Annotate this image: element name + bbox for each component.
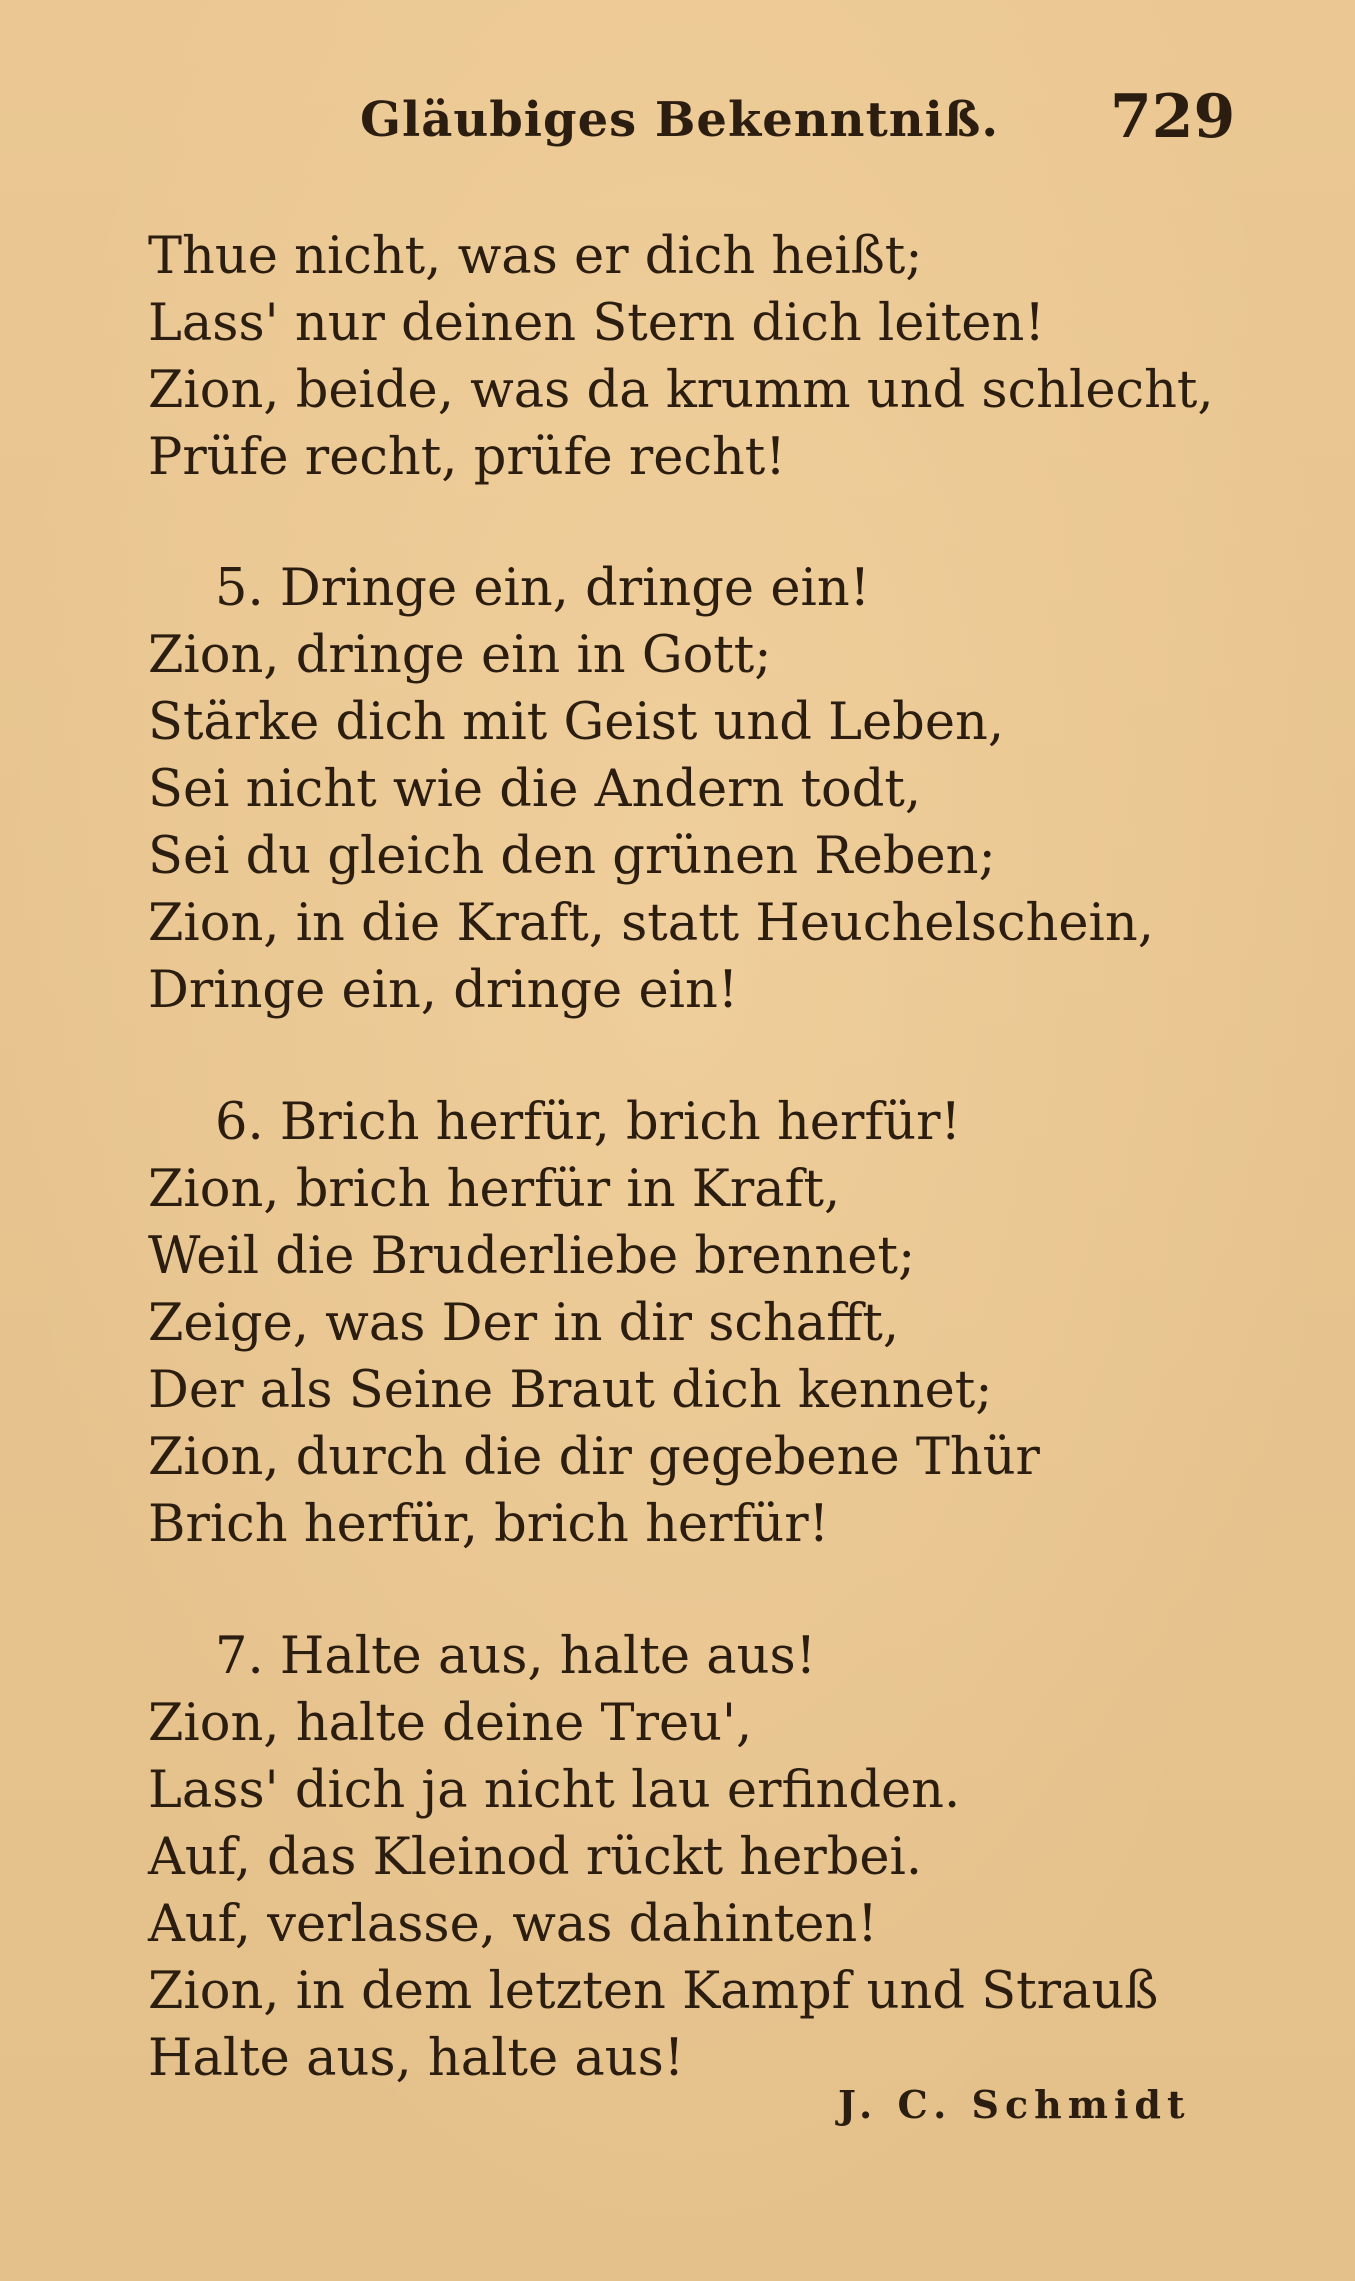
stanza-5-first-line: 5. Dringe ein, dringe ein! bbox=[215, 559, 871, 618]
verse-line: Der als Seine Braut dich kennet; bbox=[148, 1361, 993, 1420]
verse-line: Auf, verlasse, was dahinten! bbox=[148, 1895, 878, 1954]
verse-line: Zion, halte deine Treu', bbox=[148, 1694, 753, 1753]
verse-line: Halte aus, halte aus! bbox=[148, 2029, 685, 2088]
verse-line: Dringe ein, dringe ein! bbox=[148, 961, 739, 1020]
running-head: Gläubiges Bekenntniß. bbox=[360, 92, 1000, 148]
verse-line: Zeige, was Der in dir schafft, bbox=[148, 1294, 900, 1353]
author-signature: J. C. Schmidt bbox=[838, 2082, 1191, 2127]
verse-line: Lass' dich ja nicht lau erfinden. bbox=[148, 1761, 961, 1820]
verse-line: Auf, das Kleinod rückt herbei. bbox=[148, 1828, 923, 1887]
verse-line: Zion, dringe ein in Gott; bbox=[148, 626, 772, 685]
verse-line: Zion, in die Kraft, statt Heuchelschein, bbox=[148, 894, 1154, 953]
stanza-6-first-line: 6. Brich herfür, brich herfür! bbox=[215, 1093, 961, 1152]
verse-line: Sei nicht wie die Andern todt, bbox=[148, 760, 922, 819]
verse-line: Thue nicht, was er dich heißt; bbox=[148, 227, 923, 286]
verse-line: Zion, beide, was da krumm und schlecht, bbox=[148, 361, 1214, 420]
verse-line: Zion, brich herfür in Kraft, bbox=[148, 1160, 841, 1219]
verse-line: Sei du gleich den grünen Reben; bbox=[148, 827, 996, 886]
stanza-7-first-line: 7. Halte aus, halte aus! bbox=[215, 1627, 817, 1686]
verse-line: Stärke dich mit Geist und Leben, bbox=[148, 693, 1005, 752]
page-number: 729 bbox=[1110, 82, 1236, 152]
verse-line: Brich herfür, brich herfür! bbox=[148, 1495, 830, 1554]
verse-line: Zion, durch die dir gegebene Thür bbox=[148, 1428, 1040, 1487]
verse-line: Lass' nur deinen Stern dich leiten! bbox=[148, 294, 1045, 353]
verse-line: Weil die Bruderliebe brennet; bbox=[148, 1227, 916, 1286]
verse-line: Prüfe recht, prüfe recht! bbox=[148, 428, 786, 487]
verse-line: Zion, in dem letzten Kampf und Strauß bbox=[148, 1962, 1159, 2021]
